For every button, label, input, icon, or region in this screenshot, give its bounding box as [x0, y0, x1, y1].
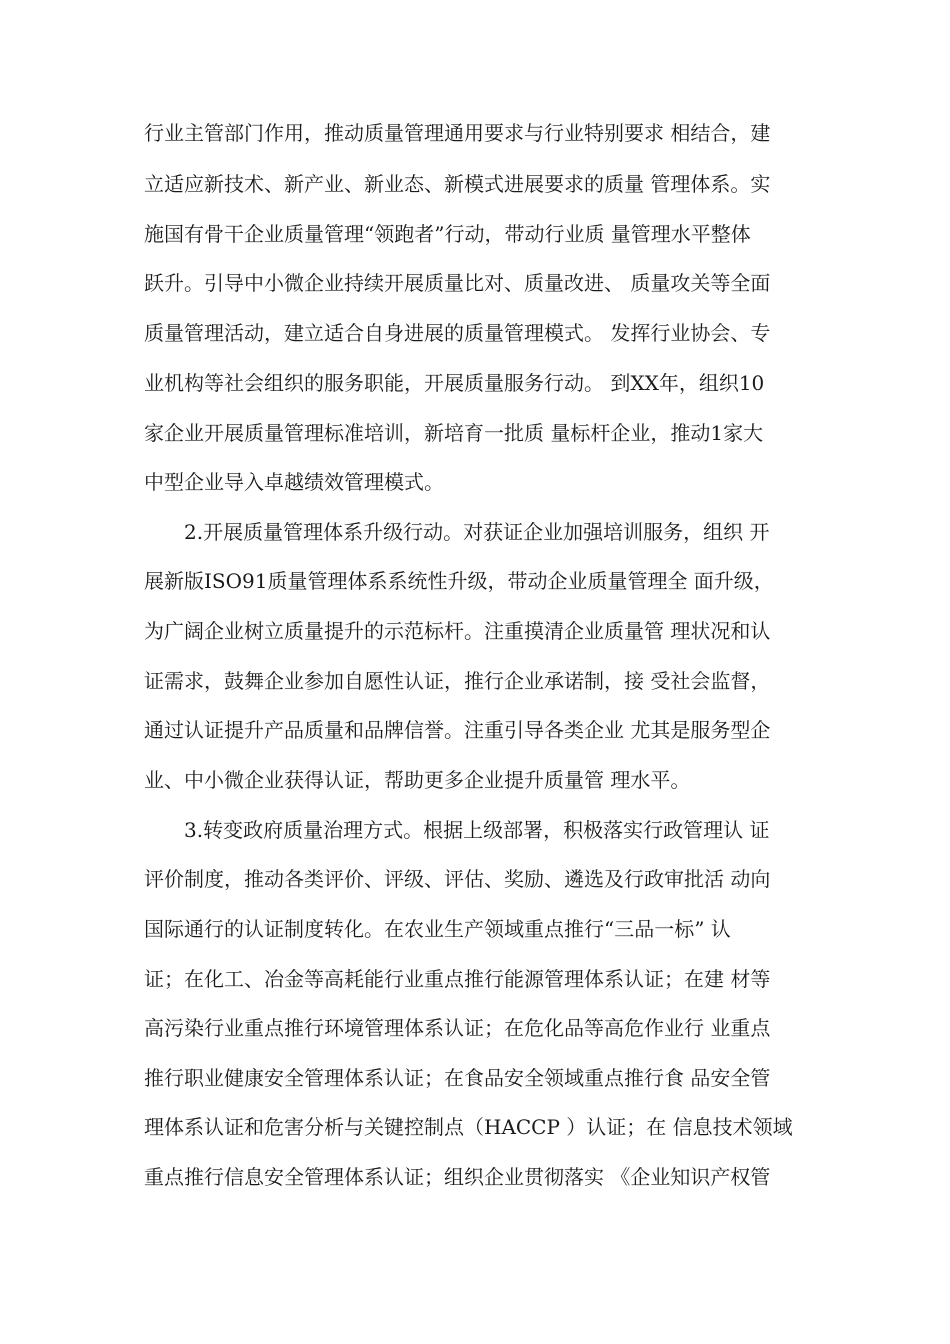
text-line: 评价制度，推动各类评价、评级、评估、奖励、遴选及行政审批活 动向	[144, 867, 771, 891]
text-line: 为广阔企业树立质量提升的示范标杆。注重摸清企业质量管 理状况和认	[144, 619, 771, 643]
text-line: 证需求，鼓舞企业参加自愿性认证，推行企业承诺制，接 受社会监督，	[144, 669, 771, 693]
text-line: 证；在化工、冶金等高耗能行业重点推行能源管理体系认证；在建 材等	[144, 967, 771, 991]
text-line: 业机构等社会组织的服务职能，开展质量服务行动。 到XX年，组织10	[144, 371, 765, 395]
paragraph-start-line: 3.转变政府质量治理方式。根据上级部署，积极落实行政管理认 证	[184, 818, 770, 842]
text-line: 立适应新技术、新产业、新业态、新模式进展要求的质量 管理体系。实	[144, 172, 771, 196]
text-line: 行业主管部门作用，推动质量管理通用要求与行业特别要求 相结合，建	[144, 121, 771, 145]
text-line: 高污染行业重点推行环境管理体系认证；在危化品等高危作业行 业重点	[144, 1016, 771, 1040]
text-line: 施国有骨干企业质量管理“领跑者”行动，带动行业质 量管理水平整体	[144, 222, 751, 246]
text-line: 家企业开展质量管理标准培训，新培育一批质 量标杆企业，推动1家大	[144, 421, 764, 445]
text-line: 中型企业导入卓越绩效管理模式。	[144, 470, 444, 494]
text-line: 展新版ISO91质量管理体系系统性升级，带动企业质量管理全 面升级，	[144, 569, 774, 593]
text-line: 重点推行信息安全管理体系认证；组织企业贯彻落实 《企业知识产权管	[144, 1165, 771, 1189]
text-line: 理体系认证和危害分析与关键控制点（HACCP ）认证；在 信息技术领域	[144, 1115, 793, 1139]
text-line: 通过认证提升产品质量和品牌信誉。注重引导各类企业 尤其是服务型企	[144, 718, 771, 742]
text-line: 业、中小微企业获得认证，帮助更多企业提升质量管 理水平。	[144, 768, 691, 792]
text-line: 国际通行的认证制度转化。在农业生产领域重点推行“三品一标” 认	[144, 917, 731, 941]
paragraph-start-line: 2.开展质量管理体系升级行动。对获证企业加强培训服务，组织 开	[184, 520, 770, 544]
text-line: 跃升。引导中小微企业持续开展质量比对、质量改进、 质量攻关等全面	[144, 271, 771, 295]
text-line: 推行职业健康安全管理体系认证；在食品安全领域重点推行食 品安全管	[144, 1066, 771, 1090]
text-line: 质量管理活动，建立适合自身进展的质量管理模式。 发挥行业协会、专	[144, 321, 771, 345]
